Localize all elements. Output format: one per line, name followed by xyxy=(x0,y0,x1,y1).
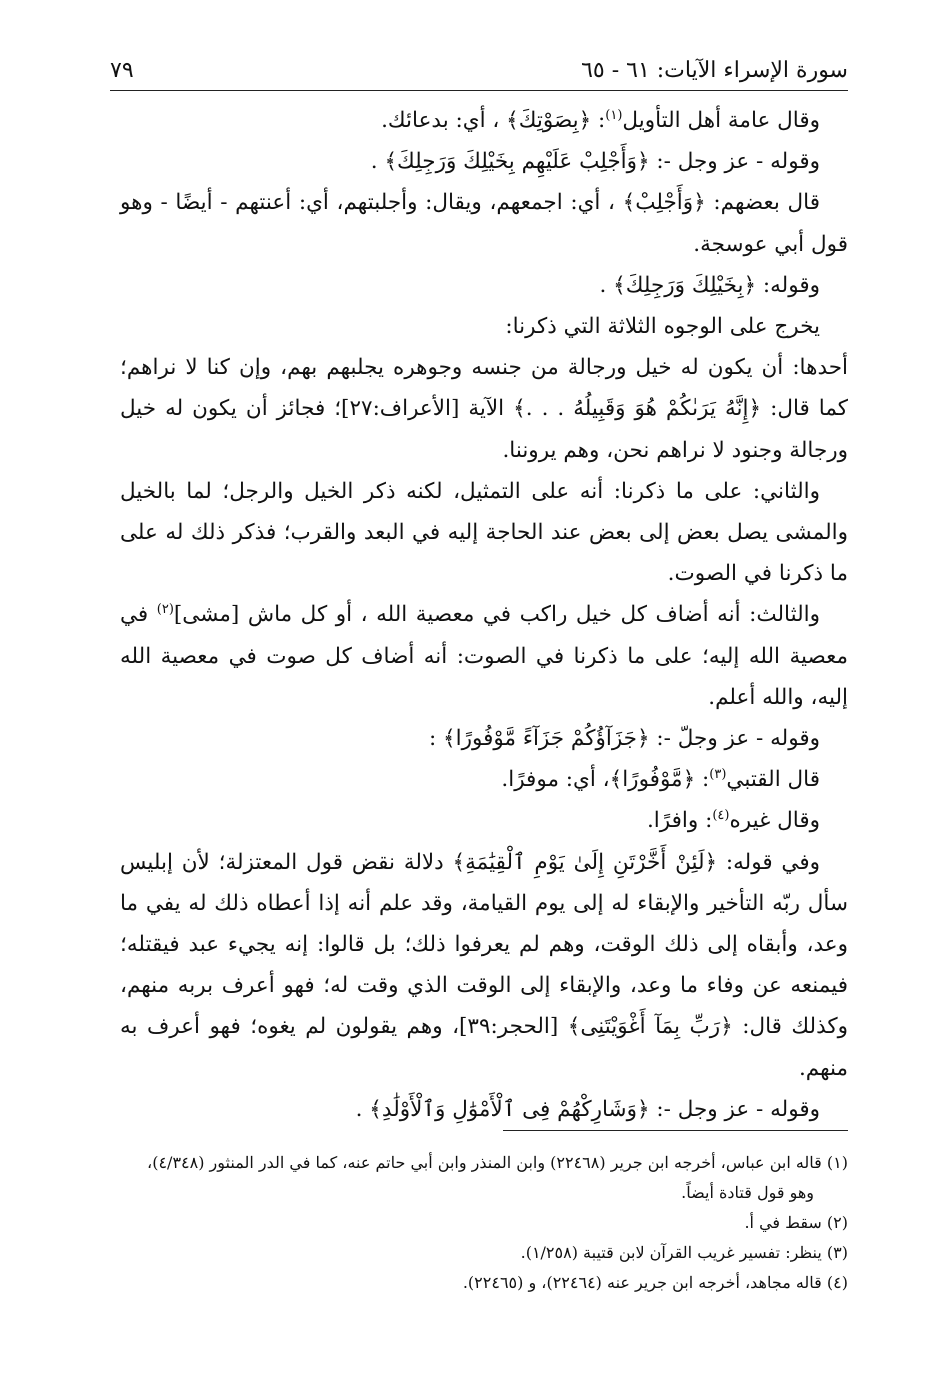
paragraph-text: والثاني: على ما ذكرنا: أنه على التمثيل، لكنه ذكر الخيل والرجل؛ لما بالخيل والمشى يصل بعض إلى بعض عند الحاجة إليه في البعد والقرب؛ فذكر ذلك له على ما ذكرنا في الصوت. xyxy=(120,478,848,587)
paragraph-text: وفي قوله: ﴿لَئِنْ أَخَّرْتَنِ إِلَىٰ يَوْمِ ٱلْقِيَٰمَةِ﴾ دلالة نقض قول المعتزلة؛ لأن إبليس سأل ربّه التأخير والإبقاء له إلى يوم القيامة، وقد علم أنه إذا أعطاه ذلك له يفي ما وعد، وأبقاه إلى ذلك الوقت، وهم لم يعرفوا ذلك؛ بل قالوا: إنه يجيء عبد فيقتله؛ فيمنعه عن وفاء ما وعد، والإبقاء إلى الوقت الذي وقت له؛ فهو أعرف بربه منهم، وكذلك قال: ﴿رَبِّ بِمَآ أَغْوَيْتَنِى﴾ [الحجر:٣٩]، وهم يقولون لم يغوه؛ فهو أعرف به منهم. xyxy=(120,849,849,1081)
paragraph-text: في معصية الله إليه؛ على ما ذكرنا في الصوت: أنه أضاف كل صوت في معصية الله إليه، والله أعلم. xyxy=(120,602,848,710)
paragraph-text: : ﴿بِصَوْتِكَ﴾ ، أي: بدعائك. xyxy=(381,108,606,133)
paragraph xyxy=(120,1089,848,1130)
paragraph-text: أحدها: أن يكون له خيل ورجالة من جنسه وجوهره يجلبهم بهم، وإن كنا لا نراهم؛ كما قال: ﴿إِنَّهُ يَرَىٰكُمْ هُوَ وَقَبِيلُهُ . . .﴾ الآية [الأعراف:٢٧]؛ فجائز أن يكون له خيل ورجالة وجنود لا نراهم نحن، وهم يروننا. xyxy=(120,355,848,463)
footnote-item: (٤) قاله مجاهد، أخرجه ابن جرير عنه (٢٢٤٦٤)، و (٢٢٤٦٥). xyxy=(462,1273,848,1292)
paragraph xyxy=(120,347,848,471)
paragraph xyxy=(120,759,848,800)
footnote-ref[interactable]: (٤) xyxy=(712,808,730,824)
paragraph-text: وقوله: ﴿بِخَيْلِكَ وَرَجِلِكَ﴾ . xyxy=(599,272,820,298)
paragraph xyxy=(120,842,848,1089)
footnote-ref[interactable]: (٢) xyxy=(156,602,174,618)
paragraph-text: قال القتبي xyxy=(726,767,820,793)
paragraph-text: وقوله - عز وجلّ -: ﴿جَزَآؤُكُمْ جَزَآءً مَّوْفُورًا﴾ : xyxy=(428,726,820,752)
footnote-ref[interactable]: (٣) xyxy=(709,767,727,783)
footnotes xyxy=(120,1148,848,1298)
paragraph xyxy=(120,141,848,182)
paragraph xyxy=(120,306,848,347)
running-header xyxy=(110,50,848,91)
paragraph-text: وقال عامة أهل التأويل xyxy=(622,108,820,133)
footnote-item: (٣) ينظر: تفسير غريب القرآن لابن قتيبة (١/٢٥٨). xyxy=(520,1243,848,1262)
paragraph xyxy=(120,718,848,759)
paragraph-text: وقال غيره xyxy=(729,808,820,834)
footnote-item: (١) قاله ابن عباس، أخرجه ابن جرير (٢٢٤٦٨) وابن المنذر وابن أبي حاتم عنه، كما في الدر المنثور (٤/٣٤٨)، وهو قول قتادة أيضاً. xyxy=(147,1153,848,1202)
paragraph xyxy=(120,594,848,718)
footnote-item: (٢) سقط في أ. xyxy=(744,1213,848,1232)
paragraph-text: وقوله - عز وجل -: ﴿وَشَارِكْهُمْ فِى ٱلْأَمْوَٰلِ وَٱلْأَوْلَٰدِ﴾ . xyxy=(355,1096,820,1122)
paragraph-text: والثالث: أنه أضاف كل خيل راكب في معصية الله ، أو كل ماش [مشى] xyxy=(173,602,820,628)
main-text xyxy=(120,100,848,1130)
paragraph-text: وقوله - عز وجل -: ﴿وَأَجْلِبْ عَلَيْهِم بِخَيْلِكَ وَرَجِلِكَ﴾ . xyxy=(370,149,820,175)
paragraph xyxy=(120,471,848,595)
paragraph-text: : وافرًا. xyxy=(646,808,713,834)
header-title: سورة الإسراء الآيات: ٦١ - ٦٥ xyxy=(581,58,848,83)
paragraph xyxy=(120,265,848,306)
paragraph-text: يخرج على الوجوه الثلاثة التي ذكرنا: xyxy=(505,314,820,340)
footnote-ref[interactable]: (١) xyxy=(605,107,623,123)
paragraph xyxy=(120,100,848,141)
paragraph xyxy=(120,182,848,264)
page-number: ٧٩ xyxy=(110,58,134,83)
paragraph xyxy=(120,800,848,841)
paragraph-text: : ﴿مَّوْفُورًا﴾، أي: موفرًا. xyxy=(501,767,710,793)
paragraph-text: قال بعضهم: ﴿وَأَجْلِبْ﴾ ، أي: اجمعهم، ويقال: وأجلبتهم، أي: أعنتهم - أيضًا - وهو قول أبي عوسجة. xyxy=(120,190,848,257)
footnote-divider xyxy=(503,1130,848,1131)
